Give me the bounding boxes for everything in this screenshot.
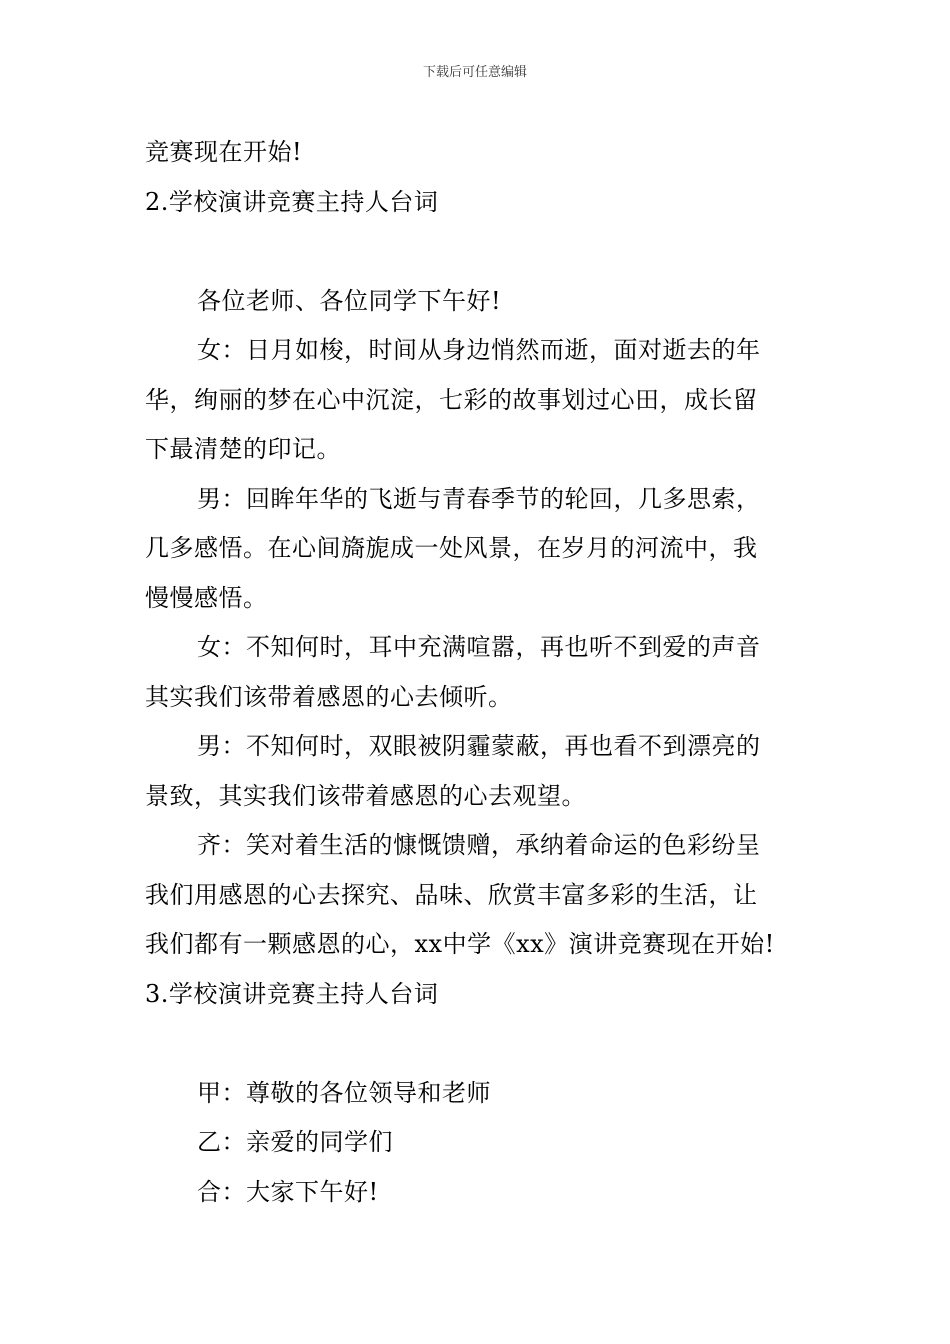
paragraph-line: 女：不知何时，耳中充满喧嚣，再也听不到爱的声音 [197,633,761,661]
paragraph-line: 乙：亲爱的同学们 [197,1128,393,1156]
text-line: 我们用感恩的心去探究、品味、欣赏丰富多彩的生活，让 [145,880,758,909]
text-line: 我们都有一颗感恩的心，xx中学《xx》演讲竞赛现在开始! [145,930,775,958]
text-line: 下最清楚的印记。 [145,435,341,463]
blank-line [145,227,810,277]
text-line: 其实我们该带着感恩的心去倾听。 [145,682,513,711]
paragraph-line: 合：大家下午好! [197,1177,379,1206]
section-heading: 3.学校演讲竞赛主持人台词 [145,979,439,1008]
paragraph-line: 女：日月如梭，时间从身边悄然而逝，面对逝去的年 [197,336,761,364]
page-header: 下载后可任意编辑 [422,65,527,80]
paragraph-line: 男：回眸年华的飞逝与青春季节的轮回，几多思索， [197,484,761,513]
text-line: 华，绚丽的梦在心中沉淀，七彩的故事划过心田，成长留 [145,385,758,414]
paragraph-line: 甲：尊敬的各位领导和老师 [197,1078,491,1107]
blank-line [145,1019,810,1069]
paragraph-line: 各位老师、各位同学下午好! [197,286,502,315]
text-line: 几多感悟。在心间旖旎成一处风景，在岁月的河流中，我 [145,534,758,562]
paragraph-line: 齐：笑对着生活的慷慨馈赠，承纳着命运的色彩纷呈 [197,831,761,859]
document-body [145,128,810,1217]
paragraph-line: 男：不知何时，双眼被阴霾蒙蔽，再也看不到漂亮的 [197,732,761,760]
text-line: 景致，其实我们该带着感恩的心去观望。 [145,781,586,810]
text-line: 慢慢感悟。 [145,583,268,612]
section-heading: 2.学校演讲竞赛主持人台词 [145,187,439,216]
text-line: 竞赛现在开始! [145,138,303,166]
